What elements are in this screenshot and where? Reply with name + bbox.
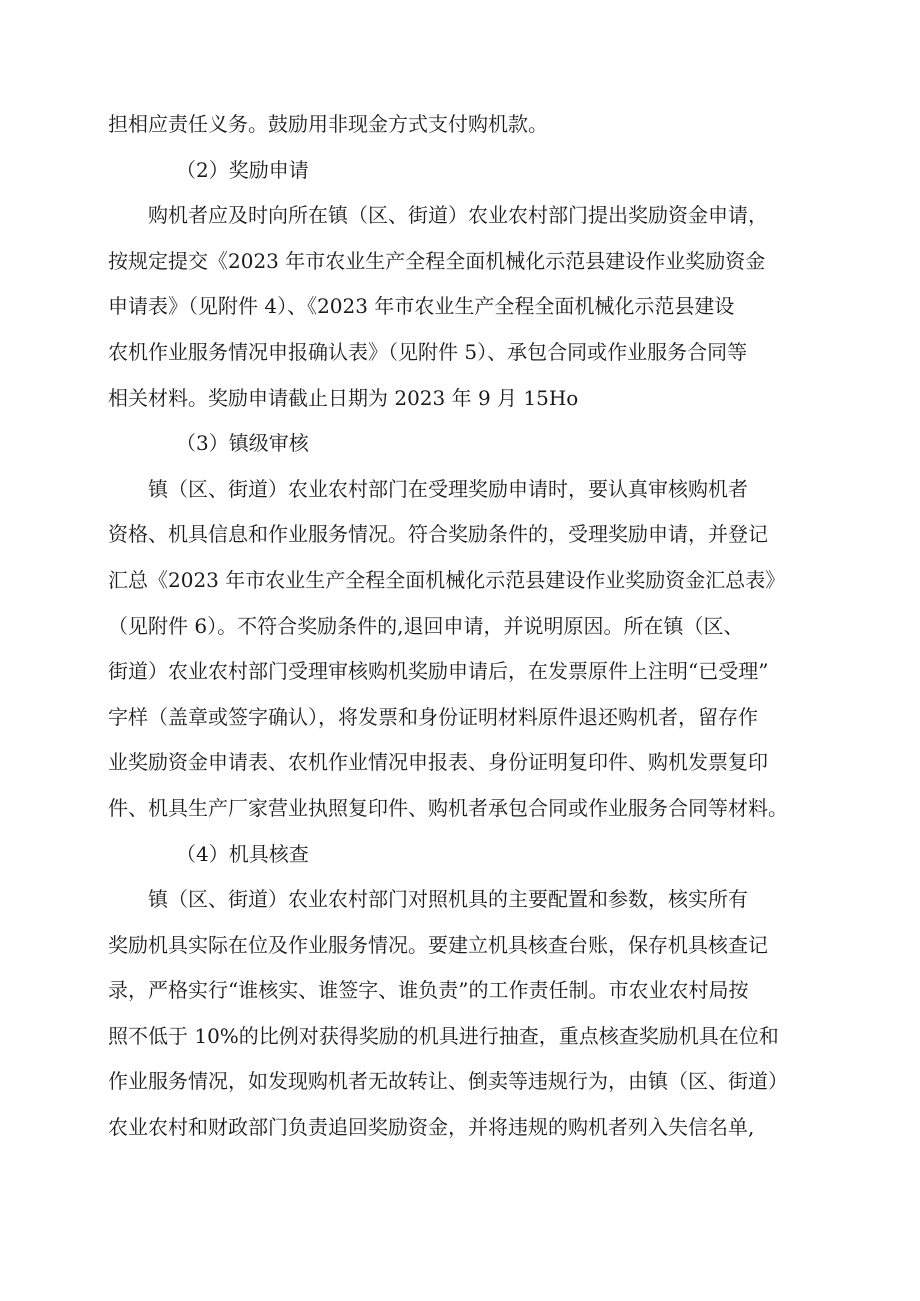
- text-line: 字样（盖章或签字确认），将发票和身份证明材料原件退还购机者，留存作: [108, 704, 758, 729]
- text-line: 农业农村和财政部门负责追回奖励资金，并将违规的购机者列入失信名单,: [108, 1115, 755, 1140]
- text-line: 农机作业服务情况申报确认表》（见附件 5）、承包合同或作业服务合同等: [108, 339, 748, 364]
- text-line: 街道）农业农村部门受理审核购机奖励申请后，在发票原件上注明“已受理”: [108, 659, 769, 684]
- text-line: 按规定提交《2023 年市农业生产全程全面机械化示范县建设作业奖励资金: [108, 248, 766, 273]
- text-line: （见附件 6）。不符合奖励条件的,退回申请，并说明原因。所在镇（区、: [108, 613, 744, 638]
- paragraph-first-line: 购机者应及时向所在镇（区、街道）农业农村部门提出奖励资金申请，: [148, 203, 768, 228]
- text-line: 汇总《2023 年市农业生产全程全面机械化示范县建设作业奖励资金汇总表》: [108, 567, 786, 592]
- text-line: 照不低于 10%的比例对获得奖励的机具进行抽查，重点核查奖励机具在位和: [108, 1023, 779, 1048]
- body-text: [108, 102, 820, 1151]
- text-line: 作业服务情况，如发现购机者无故转让、倒卖等违规行为，由镇（区、街道）: [108, 1069, 788, 1094]
- section-heading-reward-application: （2）奖励申请: [176, 157, 309, 182]
- text-line: 奖励机具实际在位及作业服务情况。要建立机具核查台账，保存机具核查记: [108, 932, 768, 957]
- text-line: 担相应责任义务。鼓励用非现金方式支付购机款。: [108, 112, 548, 136]
- text-line: 资格、机具信息和作业服务情况。符合奖励条件的，受理奖励申请，并登记: [108, 522, 768, 547]
- section-heading-machine-inspection: （4）机具核查: [176, 841, 309, 866]
- text-line: 申请表》（见附件 4）、《2023 年市农业生产全程全面机械化示范县建设: [108, 294, 735, 319]
- paragraph-first-line: 镇（区、街道）农业农村部门对照机具的主要配置和参数，核实所有: [148, 887, 748, 912]
- text-line: 录，严格实行“谁核实、谁签字、谁负责”的工作责任制。市农业农村局按: [108, 978, 749, 1003]
- text-line: 相关材料。奖励申请截止日期为 2023 年 9 月 15Ho: [108, 385, 579, 410]
- text-line: 业奖励资金申请表、农机作业情况申报表、身份证明复印件、购机发票复印: [108, 750, 768, 775]
- paragraph-first-line: 镇（区、街道）农业农村部门在受理奖励申请时，要认真审核购机者: [148, 476, 748, 501]
- section-heading-town-review: （3）镇级审核: [176, 431, 309, 456]
- text-line: 件、机具生产厂家营业执照复印件、购机者承包合同或作业服务合同等材料。: [108, 795, 788, 820]
